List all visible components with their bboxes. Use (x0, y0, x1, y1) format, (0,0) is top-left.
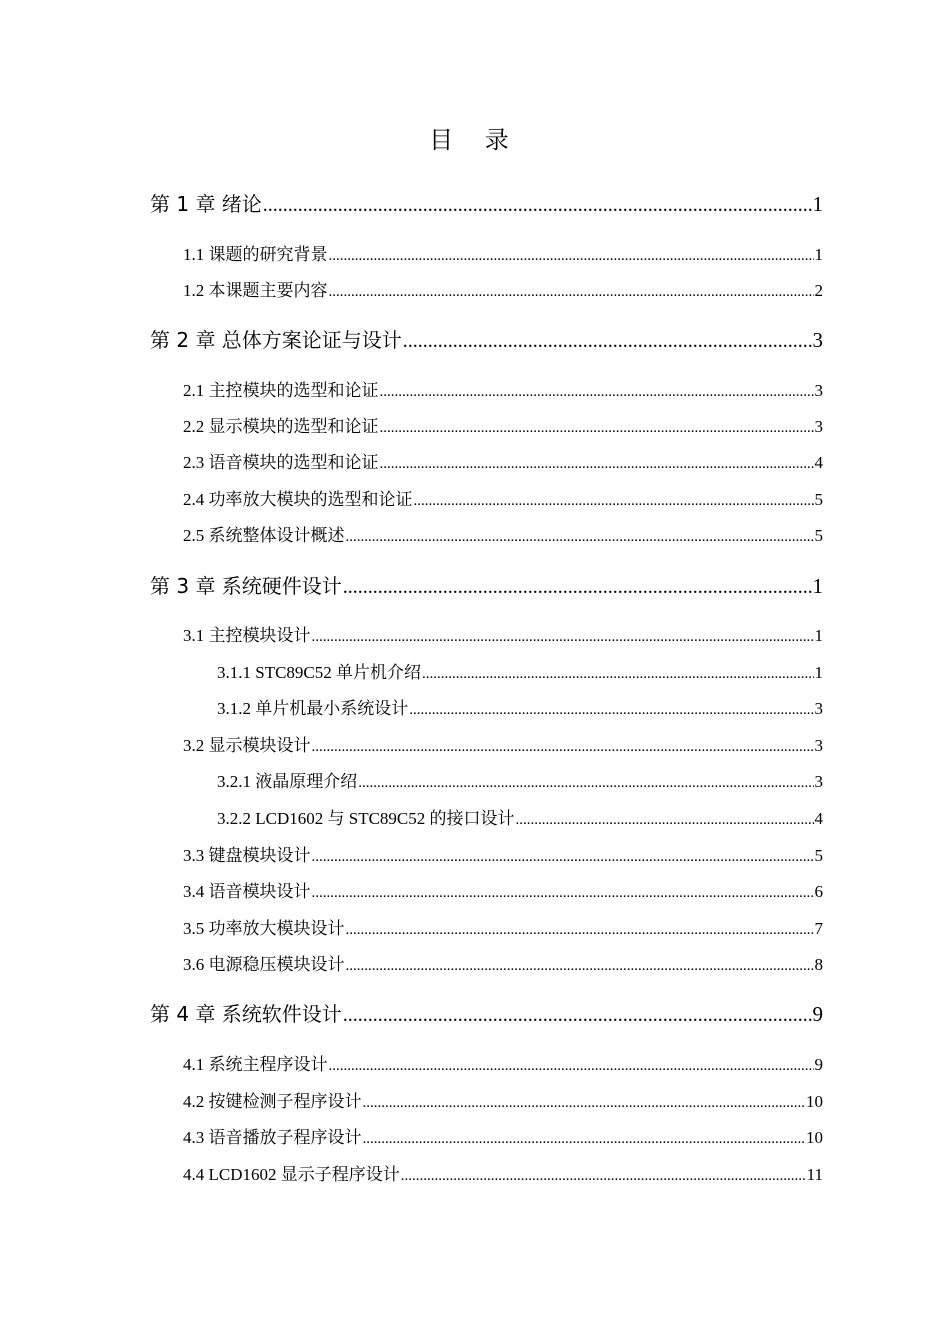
dot-leader (312, 734, 814, 760)
toc-page-number: 3 (814, 699, 823, 718)
toc-subsection-entry[interactable] (217, 660, 823, 687)
toc-page-number: 10 (806, 1092, 823, 1111)
dot-leader (363, 1090, 806, 1116)
dot-leader (409, 697, 813, 723)
dot-leader (329, 1053, 814, 1079)
dot-leader (516, 807, 814, 833)
toc-page-number: 1 (814, 663, 823, 682)
toc-chapter-entry[interactable] (150, 189, 823, 220)
toc-page-number: 11 (806, 1165, 823, 1184)
toc-entry-label: 第 1 章 绪论 (150, 192, 262, 216)
dot-leader (380, 379, 814, 405)
dot-leader (263, 190, 812, 220)
toc-entry-label: 第 4 章 系统软件设计 (150, 1002, 342, 1026)
toc-page-number: 6 (814, 882, 823, 901)
toc-page-number: 4 (814, 453, 823, 472)
toc-section-entry[interactable] (183, 916, 823, 943)
toc-entry-label: 3.2 显示模块设计 (183, 736, 311, 755)
toc-entry-label: 4.4 LCD1602 显示子程序设计 (183, 1165, 400, 1184)
toc-page-number: 1 (812, 192, 823, 216)
toc-page-number: 5 (814, 490, 823, 509)
toc-section-entry[interactable] (183, 879, 823, 906)
toc-page-number: 3 (814, 736, 823, 755)
dot-leader (358, 770, 813, 796)
toc-page-number: 3 (814, 417, 823, 436)
toc-entry-label: 1.2 本课题主要内容 (183, 281, 328, 300)
toc-entry-label: 3.2.1 液晶原理介绍 (217, 772, 358, 791)
toc-section-entry[interactable] (183, 278, 823, 305)
toc-section-entry[interactable] (183, 952, 823, 979)
toc-page-number: 1 (812, 574, 823, 598)
toc-entry-label: 2.3 语音模块的选型和论证 (183, 453, 379, 472)
dot-leader (346, 953, 814, 979)
toc-section-entry[interactable] (183, 1125, 823, 1152)
toc-page-number: 5 (814, 846, 823, 865)
toc-page-number: 3 (814, 772, 823, 791)
toc-section-entry[interactable] (183, 523, 823, 550)
toc-page-number: 8 (814, 955, 823, 974)
toc-page-number: 3 (814, 381, 823, 400)
toc-section-entry[interactable] (183, 733, 823, 760)
toc-entry-label: 3.2.2 LCD1602 与 STC89C52 的接口设计 (217, 809, 515, 828)
toc-subsection-entry[interactable] (217, 769, 823, 796)
toc-page-number: 7 (814, 919, 823, 938)
toc-entry-label: 2.4 功率放大模块的选型和论证 (183, 490, 413, 509)
toc-entry-label: 3.5 功率放大模块设计 (183, 919, 345, 938)
dot-leader (422, 661, 813, 687)
toc-entry-label: 2.2 显示模块的选型和论证 (183, 417, 379, 436)
dot-leader (343, 572, 812, 602)
toc-entry-label: 3.3 键盘模块设计 (183, 846, 311, 865)
toc-subsection-entry[interactable] (217, 696, 823, 723)
toc-section-entry[interactable] (183, 1052, 823, 1079)
toc-entry-label: 第 3 章 系统硬件设计 (150, 574, 342, 598)
dot-leader (346, 524, 814, 550)
toc-section-entry[interactable] (183, 843, 823, 870)
toc-section-entry[interactable] (183, 450, 823, 477)
toc-entry-label: 2.1 主控模块的选型和论证 (183, 381, 379, 400)
toc-entry-label: 2.5 系统整体设计概述 (183, 526, 345, 545)
toc-chapter-entry[interactable] (150, 999, 823, 1030)
dot-leader (380, 451, 814, 477)
toc-page-number: 9 (812, 1002, 823, 1026)
toc-page-number: 10 (806, 1128, 823, 1147)
toc-entry-label: 3.1.2 单片机最小系统设计 (217, 699, 409, 718)
toc-section-entry[interactable] (183, 1089, 823, 1116)
dot-leader (414, 488, 814, 514)
toc-section-entry[interactable] (183, 414, 823, 441)
toc-page-number: 3 (812, 328, 823, 352)
toc-section-entry[interactable] (183, 1162, 823, 1189)
dot-leader (403, 326, 812, 356)
toc-entry-label: 4.3 语音播放子程序设计 (183, 1128, 362, 1147)
toc-entry-label: 3.1.1 STC89C52 单片机介绍 (217, 663, 422, 682)
toc-chapter-entry[interactable] (150, 571, 823, 602)
toc-entry-label: 1.1 课题的研究背景 (183, 245, 328, 264)
toc-page-number: 2 (814, 281, 823, 300)
dot-leader (363, 1126, 806, 1152)
dot-leader (343, 1000, 812, 1030)
dot-leader (329, 243, 814, 269)
toc-entry-label: 4.2 按键检测子程序设计 (183, 1092, 362, 1111)
toc-page-number: 1 (814, 626, 823, 645)
toc-section-entry[interactable] (183, 623, 823, 650)
toc-entry-label: 3.1 主控模块设计 (183, 626, 311, 645)
toc-title: 目 录 (429, 126, 521, 154)
dot-leader (329, 279, 814, 305)
dot-leader (346, 917, 814, 943)
toc-entry-label: 4.1 系统主程序设计 (183, 1055, 328, 1074)
toc-page-number: 1 (814, 245, 823, 264)
toc-page-number: 4 (814, 809, 823, 828)
toc-subsection-entry[interactable] (217, 806, 823, 833)
toc-entry-label: 第 2 章 总体方案论证与设计 (150, 328, 402, 352)
dot-leader (312, 844, 814, 870)
toc-section-entry[interactable] (183, 487, 823, 514)
toc-page-number: 9 (814, 1055, 823, 1074)
dot-leader (312, 880, 814, 906)
toc-entry-label: 3.4 语音模块设计 (183, 882, 311, 901)
toc-section-entry[interactable] (183, 378, 823, 405)
toc-entry-label: 3.6 电源稳压模块设计 (183, 955, 345, 974)
dot-leader (401, 1163, 806, 1189)
toc-chapter-entry[interactable] (150, 325, 823, 356)
dot-leader (380, 415, 814, 441)
toc-section-entry[interactable] (183, 242, 823, 269)
dot-leader (312, 624, 814, 650)
toc-page-number: 5 (814, 526, 823, 545)
